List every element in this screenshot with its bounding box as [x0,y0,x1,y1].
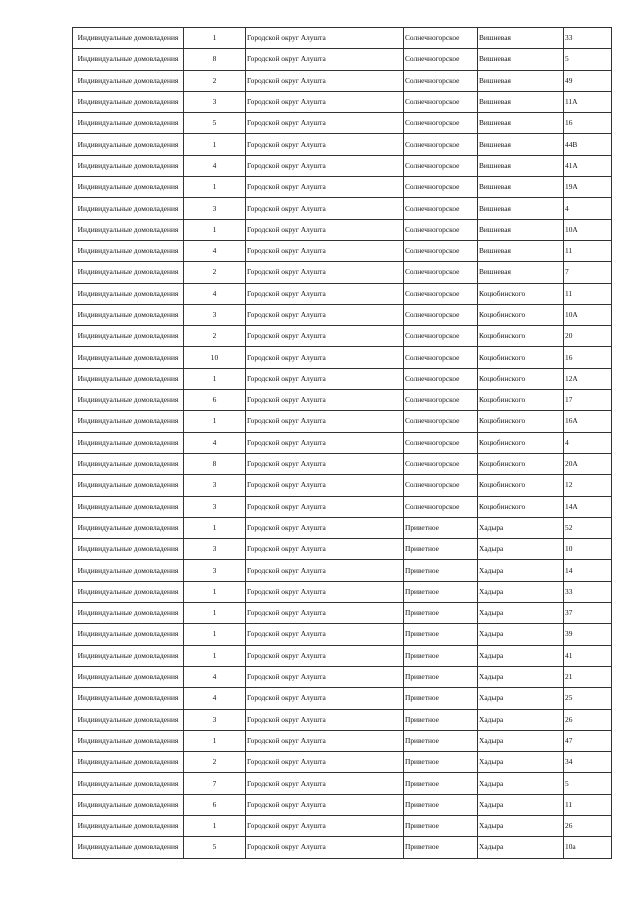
cell-settlement: Солнечногорское [404,28,478,49]
cell-municipality: Городской округ Алушта [246,709,404,730]
cell-house-number: 16 [564,113,612,134]
cell-street: Коцюбинского [478,390,564,411]
cell-municipality: Городской округ Алушта [246,773,404,794]
cell-street: Коцюбинского [478,475,564,496]
cell-street: Коцюбинского [478,411,564,432]
cell-street: Вишневая [478,134,564,155]
cell-count: 1 [184,581,246,602]
cell-count: 2 [184,326,246,347]
cell-house-number: 11 [564,283,612,304]
cell-house-number: 4 [564,198,612,219]
table-row [73,28,612,49]
cell-municipality: Городской округ Алушта [246,666,404,687]
cell-municipality: Городской округ Алушта [246,70,404,91]
cell-count: 1 [184,411,246,432]
cell-building-type: Индивидуальные домовладения [73,752,184,773]
cell-settlement: Солнечногорское [404,453,478,474]
table-row [73,113,612,134]
cell-count: 6 [184,390,246,411]
cell-building-type: Индивидуальные домовладения [73,453,184,474]
cell-building-type: Индивидуальные домовладения [73,240,184,261]
cell-street: Хадыра [478,645,564,666]
cell-house-number: 26 [564,815,612,836]
cell-count: 3 [184,91,246,112]
cell-count: 2 [184,262,246,283]
cell-municipality: Городской округ Алушта [246,177,404,198]
cell-street: Вишневая [478,240,564,261]
cell-settlement: Приветное [404,752,478,773]
cell-municipality: Городской округ Алушта [246,815,404,836]
cell-street: Хадыра [478,688,564,709]
cell-count: 1 [184,815,246,836]
cell-settlement: Солнечногорское [404,304,478,325]
table-row [73,581,612,602]
cell-street: Хадыра [478,730,564,751]
cell-count: 1 [184,28,246,49]
cell-settlement: Приветное [404,794,478,815]
cell-house-number: 44В [564,134,612,155]
cell-count: 8 [184,49,246,70]
table-row [73,262,612,283]
cell-municipality: Городской округ Алушта [246,155,404,176]
cell-municipality: Городской округ Алушта [246,837,404,858]
cell-street: Вишневая [478,113,564,134]
cell-municipality: Городской округ Алушта [246,624,404,645]
cell-building-type: Индивидуальные домовладения [73,666,184,687]
cell-settlement: Солнечногорское [404,177,478,198]
table-row [73,666,612,687]
table-row [73,560,612,581]
cell-count: 8 [184,453,246,474]
cell-count: 3 [184,496,246,517]
cell-count: 2 [184,752,246,773]
cell-building-type: Индивидуальные домовладения [73,49,184,70]
cell-building-type: Индивидуальные домовладения [73,326,184,347]
cell-count: 1 [184,603,246,624]
cell-building-type: Индивидуальные домовладения [73,411,184,432]
cell-count: 1 [184,177,246,198]
cell-street: Хадыра [478,837,564,858]
cell-house-number: 33 [564,581,612,602]
cell-house-number: 20А [564,453,612,474]
table-row [73,390,612,411]
cell-street: Коцюбинского [478,368,564,389]
cell-municipality: Городской округ Алушта [246,496,404,517]
cell-building-type: Индивидуальные домовладения [73,113,184,134]
cell-building-type: Индивидуальные домовладения [73,624,184,645]
table-row [73,752,612,773]
cell-municipality: Городской округ Алушта [246,390,404,411]
cell-count: 3 [184,475,246,496]
table-row [73,730,612,751]
cell-house-number: 10А [564,304,612,325]
cell-settlement: Солнечногорское [404,475,478,496]
table-row [73,326,612,347]
table-body [73,28,612,859]
cell-settlement: Приветное [404,560,478,581]
cell-settlement: Приветное [404,603,478,624]
cell-house-number: 26 [564,709,612,730]
cell-count: 2 [184,70,246,91]
table-row [73,773,612,794]
table-row [73,411,612,432]
cell-house-number: 12 [564,475,612,496]
cell-street: Коцюбинского [478,453,564,474]
cell-count: 4 [184,688,246,709]
cell-street: Вишневая [478,70,564,91]
cell-settlement: Солнечногорское [404,390,478,411]
cell-settlement: Солнечногорское [404,91,478,112]
cell-street: Вишневая [478,219,564,240]
cell-house-number: 34 [564,752,612,773]
cell-building-type: Индивидуальные домовладения [73,709,184,730]
cell-street: Вишневая [478,177,564,198]
cell-municipality: Городской округ Алушта [246,688,404,709]
cell-settlement: Солнечногорское [404,326,478,347]
cell-count: 5 [184,113,246,134]
cell-settlement: Солнечногорское [404,368,478,389]
table-row [73,475,612,496]
cell-street: Хадыра [478,752,564,773]
cell-house-number: 5 [564,49,612,70]
cell-house-number: 10А [564,219,612,240]
cell-building-type: Индивидуальные домовладения [73,70,184,91]
cell-house-number: 10а [564,837,612,858]
table-row [73,624,612,645]
cell-building-type: Индивидуальные домовладения [73,730,184,751]
cell-building-type: Индивидуальные домовладения [73,219,184,240]
cell-municipality: Городской округ Алушта [246,475,404,496]
table-row [73,603,612,624]
cell-building-type: Индивидуальные домовладения [73,347,184,368]
cell-street: Коцюбинского [478,304,564,325]
cell-street: Хадыра [478,624,564,645]
cell-building-type: Индивидуальные домовладения [73,837,184,858]
table-row [73,49,612,70]
table-row [73,283,612,304]
cell-municipality: Городской округ Алушта [246,453,404,474]
cell-building-type: Индивидуальные домовладения [73,283,184,304]
cell-count: 1 [184,730,246,751]
cell-building-type: Индивидуальные домовладения [73,815,184,836]
table-row [73,198,612,219]
cell-municipality: Городской округ Алушта [246,645,404,666]
cell-municipality: Городской округ Алушта [246,730,404,751]
cell-street: Вишневая [478,262,564,283]
cell-building-type: Индивидуальные домовладения [73,794,184,815]
cell-house-number: 19А [564,177,612,198]
cell-count: 1 [184,645,246,666]
table-row [73,368,612,389]
cell-building-type: Индивидуальные домовладения [73,645,184,666]
cell-count: 4 [184,155,246,176]
cell-building-type: Индивидуальные домовладения [73,262,184,283]
cell-municipality: Городской округ Алушта [246,283,404,304]
table-row [73,496,612,517]
table-row [73,177,612,198]
table-row [73,347,612,368]
cell-count: 5 [184,837,246,858]
table-row [73,815,612,836]
cell-building-type: Индивидуальные домовладения [73,155,184,176]
cell-settlement: Приветное [404,517,478,538]
table-row [73,837,612,858]
cell-building-type: Индивидуальные домовладения [73,560,184,581]
cell-municipality: Городской округ Алушта [246,91,404,112]
cell-house-number: 10 [564,539,612,560]
cell-count: 7 [184,773,246,794]
cell-street: Хадыра [478,603,564,624]
cell-building-type: Индивидуальные домовладения [73,177,184,198]
cell-street: Хадыра [478,581,564,602]
cell-house-number: 21 [564,666,612,687]
cell-settlement: Приветное [404,645,478,666]
cell-building-type: Индивидуальные домовладения [73,304,184,325]
cell-building-type: Индивидуальные домовладения [73,432,184,453]
cell-building-type: Индивидуальные домовладения [73,134,184,155]
cell-settlement: Солнечногорское [404,49,478,70]
cell-street: Коцюбинского [478,496,564,517]
cell-municipality: Городской округ Алушта [246,411,404,432]
cell-house-number: 20 [564,326,612,347]
table-row [73,688,612,709]
table-row [73,539,612,560]
table-row [73,453,612,474]
cell-street: Коцюбинского [478,432,564,453]
cell-settlement: Приветное [404,581,478,602]
cell-settlement: Солнечногорское [404,496,478,517]
table-row [73,155,612,176]
cell-street: Вишневая [478,91,564,112]
cell-settlement: Солнечногорское [404,411,478,432]
cell-house-number: 5 [564,773,612,794]
table-row [73,645,612,666]
cell-street: Коцюбинского [478,326,564,347]
cell-count: 3 [184,539,246,560]
cell-municipality: Городской округ Алушта [246,113,404,134]
cell-house-number: 16 [564,347,612,368]
cell-municipality: Городской округ Алушта [246,134,404,155]
cell-settlement: Приветное [404,837,478,858]
cell-municipality: Городской округ Алушта [246,326,404,347]
cell-count: 4 [184,432,246,453]
cell-building-type: Индивидуальные домовладения [73,517,184,538]
cell-street: Хадыра [478,560,564,581]
cell-house-number: 39 [564,624,612,645]
cell-street: Хадыра [478,794,564,815]
cell-count: 1 [184,624,246,645]
cell-settlement: Солнечногорское [404,155,478,176]
cell-street: Хадыра [478,815,564,836]
cell-municipality: Городской округ Алушта [246,368,404,389]
cell-house-number: 52 [564,517,612,538]
cell-settlement: Солнечногорское [404,219,478,240]
cell-building-type: Индивидуальные домовладения [73,603,184,624]
cell-house-number: 11 [564,240,612,261]
cell-building-type: Индивидуальные домовладения [73,496,184,517]
cell-house-number: 41 [564,645,612,666]
cell-building-type: Индивидуальные домовладения [73,91,184,112]
cell-municipality: Городской округ Алушта [246,347,404,368]
cell-settlement: Приветное [404,539,478,560]
cell-municipality: Городской округ Алушта [246,603,404,624]
table-row [73,794,612,815]
cell-street: Вишневая [478,49,564,70]
cell-municipality: Городской округ Алушта [246,517,404,538]
cell-street: Вишневая [478,28,564,49]
table-row [73,709,612,730]
cell-municipality: Городской округ Алушта [246,560,404,581]
cell-municipality: Городской округ Алушта [246,49,404,70]
cell-building-type: Индивидуальные домовладения [73,390,184,411]
cell-street: Вишневая [478,155,564,176]
cell-house-number: 14 [564,560,612,581]
cell-street: Хадыра [478,517,564,538]
cell-house-number: 33 [564,28,612,49]
cell-house-number: 16А [564,411,612,432]
cell-settlement: Солнечногорское [404,347,478,368]
cell-municipality: Городской округ Алушта [246,581,404,602]
cell-count: 3 [184,198,246,219]
cell-settlement: Приветное [404,624,478,645]
cell-count: 1 [184,517,246,538]
cell-settlement: Солнечногорское [404,70,478,91]
table-row [73,91,612,112]
cell-building-type: Индивидуальные домовладения [73,581,184,602]
cell-building-type: Индивидуальные домовладения [73,773,184,794]
cell-settlement: Приветное [404,709,478,730]
cell-municipality: Городской округ Алушта [246,28,404,49]
cell-count: 6 [184,794,246,815]
cell-street: Вишневая [478,198,564,219]
cell-count: 4 [184,240,246,261]
cell-settlement: Приветное [404,688,478,709]
cell-house-number: 7 [564,262,612,283]
cell-house-number: 37 [564,603,612,624]
cell-settlement: Солнечногорское [404,283,478,304]
cell-count: 3 [184,304,246,325]
cell-building-type: Индивидуальные домовладения [73,368,184,389]
table-row [73,304,612,325]
cell-settlement: Солнечногорское [404,198,478,219]
cell-street: Коцюбинского [478,347,564,368]
cell-house-number: 11А [564,91,612,112]
cell-count: 1 [184,219,246,240]
cell-building-type: Индивидуальные домовладения [73,475,184,496]
table-row [73,70,612,91]
cell-house-number: 12А [564,368,612,389]
cell-house-number: 11 [564,794,612,815]
cell-street: Коцюбинского [478,283,564,304]
cell-building-type: Индивидуальные домовладения [73,28,184,49]
cell-count: 1 [184,368,246,389]
cell-municipality: Городской округ Алушта [246,198,404,219]
table-row [73,517,612,538]
cell-municipality: Городской округ Алушта [246,262,404,283]
cell-count: 1 [184,134,246,155]
cell-municipality: Городской округ Алушта [246,219,404,240]
table-row [73,432,612,453]
cell-municipality: Городской округ Алушта [246,794,404,815]
cell-settlement: Приветное [404,730,478,751]
cell-settlement: Солнечногорское [404,432,478,453]
cell-house-number: 47 [564,730,612,751]
cell-settlement: Приветное [404,773,478,794]
cell-street: Хадыра [478,666,564,687]
cell-settlement: Приветное [404,666,478,687]
cell-street: Хадыра [478,539,564,560]
table-row [73,240,612,261]
table-row [73,134,612,155]
household-registry-table [72,27,612,859]
cell-municipality: Городской округ Алушта [246,304,404,325]
cell-house-number: 17 [564,390,612,411]
cell-house-number: 4 [564,432,612,453]
cell-house-number: 14А [564,496,612,517]
table-row [73,219,612,240]
cell-settlement: Солнечногорское [404,113,478,134]
cell-settlement: Солнечногорское [404,262,478,283]
cell-street: Хадыра [478,773,564,794]
cell-count: 3 [184,560,246,581]
cell-count: 10 [184,347,246,368]
cell-building-type: Индивидуальные домовладения [73,539,184,560]
cell-building-type: Индивидуальные домовладения [73,198,184,219]
cell-settlement: Приветное [404,815,478,836]
cell-street: Хадыра [478,709,564,730]
cell-municipality: Городской округ Алушта [246,752,404,773]
cell-count: 3 [184,709,246,730]
cell-building-type: Индивидуальные домовладения [73,688,184,709]
cell-municipality: Городской округ Алушта [246,539,404,560]
cell-house-number: 49 [564,70,612,91]
cell-municipality: Городской округ Алушта [246,432,404,453]
cell-municipality: Городской округ Алушта [246,240,404,261]
cell-count: 4 [184,283,246,304]
cell-settlement: Солнечногорское [404,134,478,155]
cell-count: 4 [184,666,246,687]
cell-house-number: 41А [564,155,612,176]
cell-house-number: 25 [564,688,612,709]
cell-settlement: Солнечногорское [404,240,478,261]
